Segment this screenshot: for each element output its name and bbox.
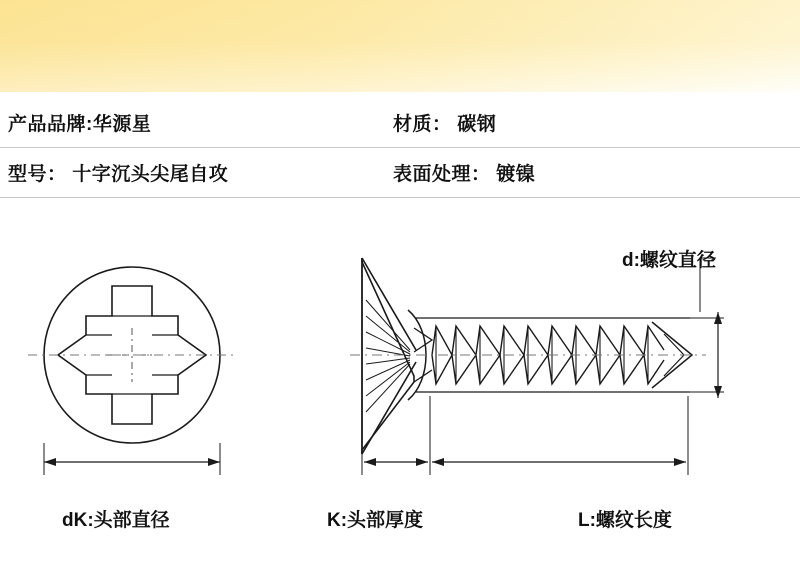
spec-brand: 产品品牌:华源星 — [8, 114, 152, 135]
decorative-top-banner — [0, 0, 800, 92]
spec-model: 型号： 十字沉头尖尾自攻 — [8, 164, 229, 185]
table-row — [0, 98, 800, 148]
callout-dk: dK:头部直径 — [62, 510, 170, 531]
screw-side-view — [350, 258, 706, 454]
spec-material: 材质： 碳钢 — [393, 114, 497, 135]
table-row — [0, 148, 800, 198]
dimension-dk — [44, 443, 220, 475]
dimension-l — [432, 396, 688, 475]
spec-finish: 表面处理： 镀镍 — [393, 164, 536, 185]
callout-l: L:螺纹长度 — [578, 510, 672, 531]
banner-gradient-overlay — [0, 0, 800, 92]
callout-d: d:螺纹直径 — [622, 250, 716, 271]
callout-k: K:头部厚度 — [327, 510, 424, 531]
dimension-d — [690, 258, 724, 398]
product-spec-table — [0, 98, 800, 198]
head-top-view — [28, 267, 236, 443]
